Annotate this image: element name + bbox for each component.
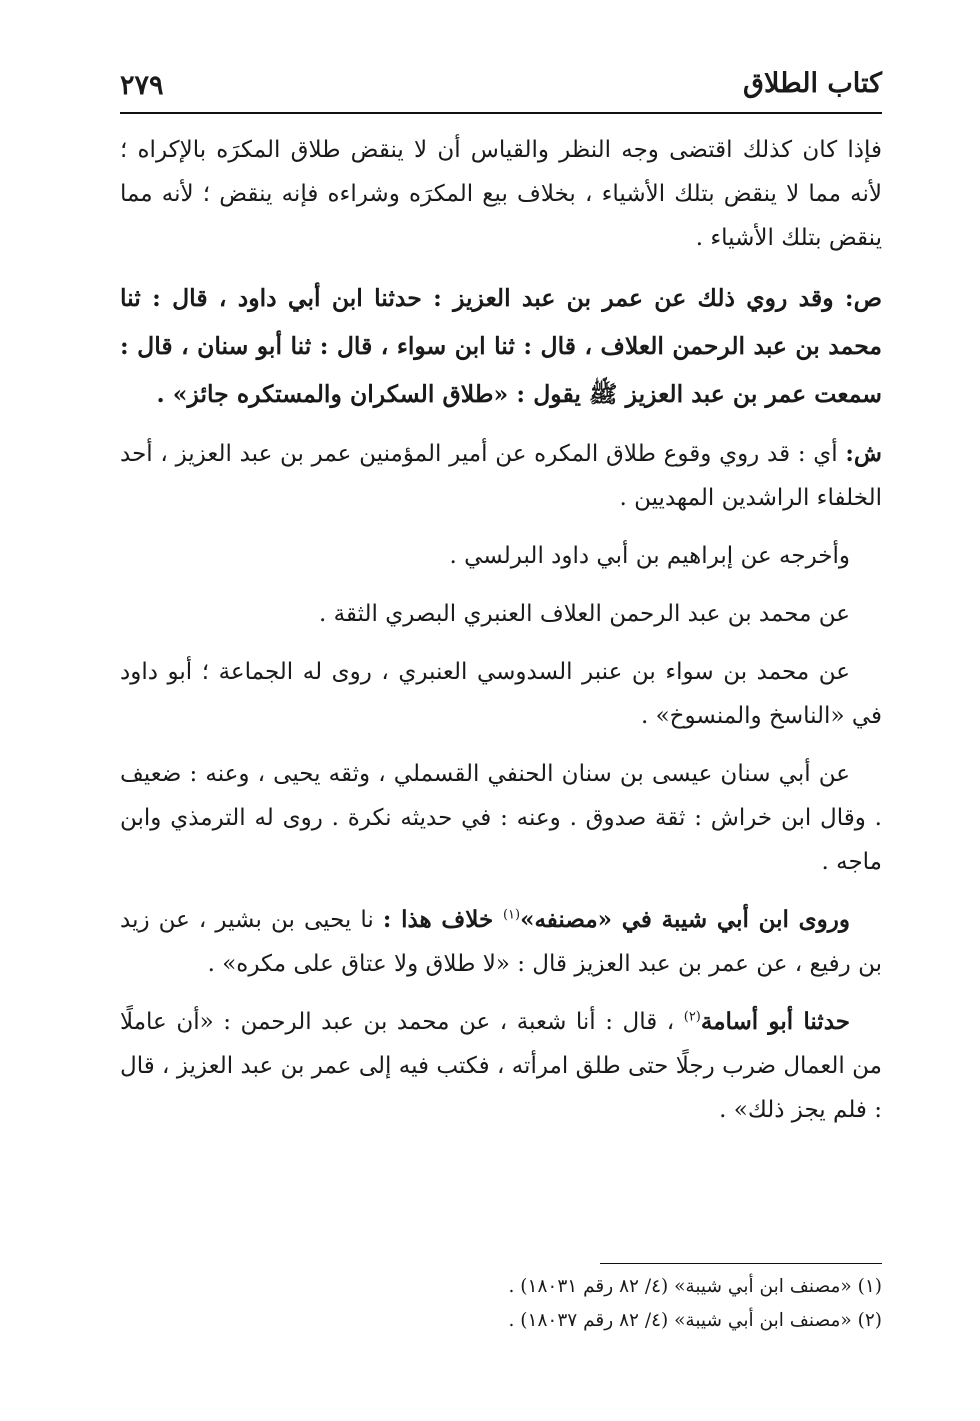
running-title: كتاب الطلاق [743, 68, 882, 99]
footnotes [120, 1270, 882, 1338]
footnote-ref[interactable]: (٢) [683, 1009, 701, 1025]
page-number: ٢٧٩ [120, 70, 164, 101]
paragraph-lead: حدثنا أبو أسامة [700, 1008, 850, 1035]
footnote: (٢) «مصنف ابن أبي شيبة» (٤/ ٨٢ رقم ١٨٠٣٧) . [508, 1310, 882, 1331]
footnote-rule [600, 1263, 882, 1264]
paragraph-text: عن محمد بن سواء بن عنبر السدوسي العنبري ، روى له الجماعة ؛ أبو داود في «الناسخ والمنسوخ» . [120, 659, 882, 729]
footnote-ref[interactable]: (١) [502, 907, 521, 923]
paragraph [120, 534, 882, 578]
page-header [120, 66, 882, 110]
paragraph [120, 128, 882, 260]
paragraph-lead: ص: [844, 284, 882, 312]
paragraph-lead: ش: [845, 440, 882, 467]
header-rule [120, 112, 882, 114]
paragraph-lead-2: خلاف هذا : [382, 906, 503, 933]
paragraph-text: عن محمد بن عبد الرحمن العلاف العنبري البصري الثقة . [318, 601, 850, 627]
main-text [120, 128, 882, 1146]
paragraph [120, 752, 882, 884]
paragraph-text: وأخرجه عن إبراهيم بن أبي داود البرلسي . [449, 543, 850, 569]
paragraph-text: وقد روي ذلك عن عمر بن عبد العزيز : حدثنا ابن أبي داود ، قال : ثنا محمد بن عبد الرحمن العلاف ، قال : ثنا ابن سواء ، قال : ثنا أبو سنان ، قال : سمعت عمر بن عبد العزيز ﷺ يقول : «طلاق السكران والمستكره جائز» . [120, 284, 882, 408]
paragraph [120, 650, 882, 738]
paragraph [120, 592, 882, 636]
paragraph-text: أي : قد روي وقوع طلاق المكره عن أمير المؤمنين عمر بن عبد العزيز ، أحد الخلفاء الراشدين المهديين . [120, 441, 882, 511]
footnote: (١) «مصنف ابن أبي شيبة» (٤/ ٨٢ رقم ١٨٠٣١) . [508, 1276, 882, 1297]
paragraph-text: ، قال : أنا شعبة ، عن محمد بن عبد الرحمن : «أن عاملًا من العمال ضرب رجلًا حتى طلق امرأته ، فكتب فيه إلى عمر بن عبد العزيز ، قال : فلم يجز ذلك» . [120, 1009, 882, 1123]
paragraph [120, 432, 882, 520]
paragraph-text: فإذا كان كذلك اقتضى وجه النظر والقياس أن لا ينقض طلاق المكرَه بالإكراه ؛ لأنه مما لا ينقض بتلك الأشياء ، بخلاف بيع المكرَه وشراءه فإنه ينقض ؛ لأنه مما ينقض بتلك الأشياء . [120, 137, 882, 251]
hadith-paragraph [120, 274, 882, 418]
paragraph [120, 898, 882, 986]
paragraph-text: عن أبي سنان عيسى بن سنان الحنفي القسملي ، وثقه يحيى ، وعنه : ضعيف . وقال ابن خراش : ثقة صدوق . وعنه : في حديثه نكرة . روى له الترمذي وابن ماجه . [120, 761, 882, 875]
paragraph-lead: وروى ابن أبي شيبة في «مصنفه» [520, 906, 850, 933]
paragraph-text: نا يحيى بن بشير ، عن زيد بن رفيع ، عن عمر بن عبد العزيز قال : «لا طلاق ولا عتاق على مكره» . [120, 907, 882, 977]
paragraph [120, 1000, 882, 1132]
